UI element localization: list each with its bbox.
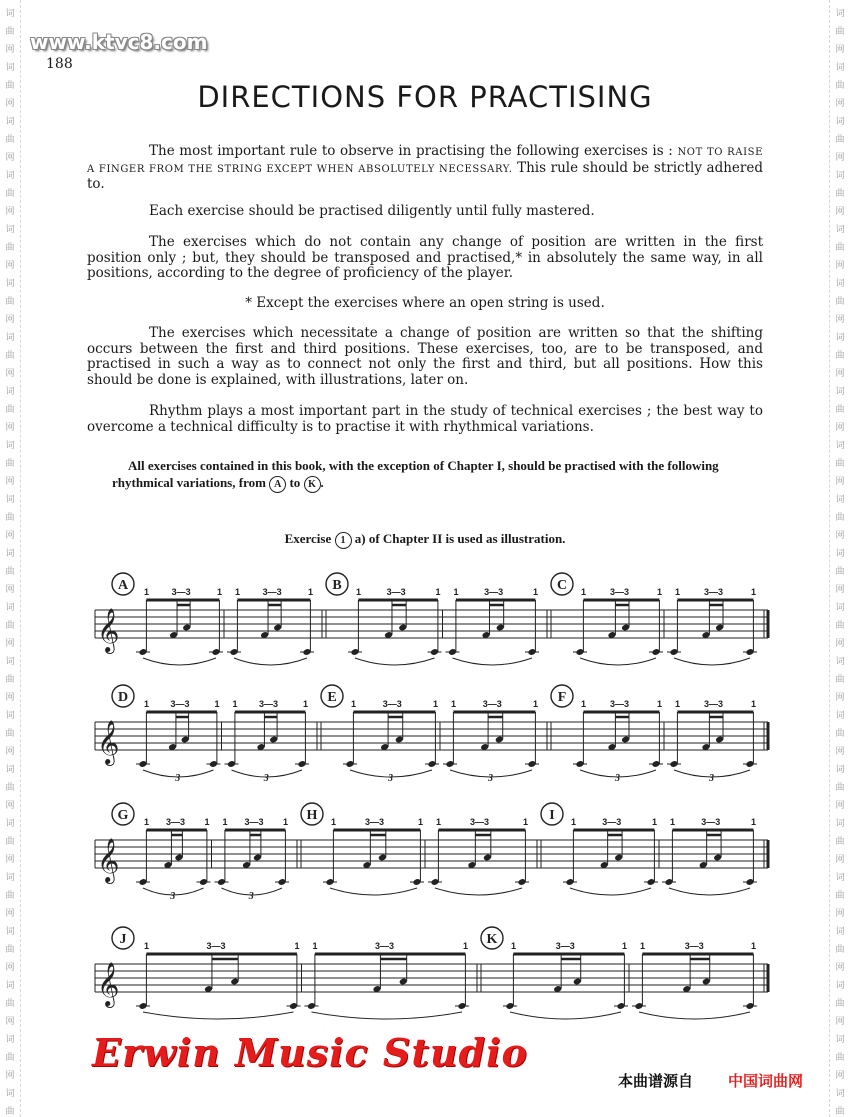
fingering-1: 1 [312,941,318,951]
strip-watermark-char: 词 [5,63,15,73]
fingering-1: 1 [451,699,457,709]
strip-watermark-char: 网 [5,45,15,55]
fingering-1: 1 [463,941,469,951]
variation-letter: E [327,690,337,705]
strip-watermark-char: 词 [5,819,15,829]
site-watermark: www.ktvc8.com [30,30,208,54]
rhythm-note-end: . [320,475,324,490]
strip-watermark-char: 曲 [5,1053,15,1063]
strip-watermark-char: 词 [835,9,845,19]
fingering-1: 1 [418,817,424,827]
page-number: 188 [46,56,73,72]
fingering-1: 1 [670,817,676,827]
fingering-3-3: 3—3 [704,587,724,597]
strip-watermark-char: 曲 [5,81,15,91]
fingering-3-3: 3—3 [684,941,704,951]
first-position-text: The exercises which do not contain any change of position are written in the first position only ; but, they should be transposed and practised,* in absolutely the same way, in all positions, according to the degree of proficiency of the player. [87,234,763,281]
fingering-1: 1 [581,587,587,597]
strip-watermark-char: 词 [5,117,15,127]
strip-watermark-char: 曲 [5,351,15,361]
variation-letter: A [117,578,129,593]
footnote: * Except the exercises where an open string is used. [245,295,605,311]
shifting-text: The exercises which necessitate a change of position are written so that the shifting occurs between the first and third positions. These exercises, too, are to be transposed, and practised in such a way as to connect not only the first and third, but all positions. How this should be done is explained, with illustrations, later on. [87,325,763,388]
paragraph-shifting [87,326,763,388]
variation-letter: C [556,578,568,593]
rule-end: This rule should be strictly adhered to. [87,159,763,192]
variation-letter: F [557,690,567,705]
fingering-3-3: 3—3 [206,941,226,951]
strip-watermark-char: 网 [5,1071,15,1081]
strip-watermark-char: 曲 [835,621,845,631]
strip-watermark-char: 词 [835,765,845,775]
slur [355,658,435,665]
fingering-1: 1 [435,587,441,597]
fingering-1: 1 [356,587,362,597]
fingering-3-3: 3—3 [364,817,384,827]
strip-watermark-char: 网 [5,1017,15,1027]
page-title: DIRECTIONS FOR PRACTISING [197,80,653,114]
fingering-1: 1 [217,587,223,597]
circled-letter-from: A [269,476,286,493]
paragraph-rhythm [87,404,763,435]
strip-watermark-char: 网 [835,207,845,217]
strip-watermark-char: 曲 [5,675,15,685]
strip-watermark-char: 曲 [835,135,845,145]
fingering-1: 1 [751,587,757,597]
strip-watermark-char: 网 [5,423,15,433]
strip-watermark-char: 网 [835,423,845,433]
fingering-3-3: 3—3 [704,699,724,709]
strip-watermark-char: 曲 [835,243,845,253]
fingering-1: 1 [308,587,314,597]
strip-watermark-char: 曲 [835,189,845,199]
triplet-number: 3 [175,773,181,784]
fingering-1: 1 [214,699,220,709]
variation-letter: G [117,808,129,823]
fingering-1: 1 [657,587,663,597]
fingering-1: 1 [581,699,587,709]
strip-watermark-char: 词 [835,225,845,235]
fingering-1: 1 [303,699,309,709]
fingering-1: 1 [751,941,757,951]
strip-watermark-char: 曲 [5,27,15,37]
strip-watermark-char: 词 [5,657,15,667]
strip-watermark-char: 网 [5,585,15,595]
strip-watermark-char: 曲 [5,729,15,739]
slur [234,658,307,665]
fingering-3-3: 3—3 [259,699,279,709]
strip-watermark-char: 曲 [835,297,845,307]
fingering-1: 1 [657,699,663,709]
fingering-3-3: 3—3 [484,587,504,597]
strip-watermark-char: 网 [5,909,15,919]
slur [435,888,522,895]
strip-watermark-char: 词 [5,711,15,721]
strip-watermark-char: 网 [835,963,845,973]
strip-watermark-char: 词 [5,387,15,397]
strip-watermark-char: 曲 [835,1107,845,1117]
fingering-1: 1 [533,699,539,709]
strip-watermark-char: 网 [5,315,15,325]
fingering-3-3: 3—3 [262,587,282,597]
strip-watermark-char: 词 [835,819,845,829]
caption-before: Exercise [284,531,332,546]
fingering-1: 1 [453,587,459,597]
paragraph-mastery [87,204,763,220]
strip-watermark-char: 网 [835,99,845,109]
strip-watermark-char: 词 [835,63,845,73]
fingering-3-3: 3—3 [469,817,489,827]
strip-watermark-char: 曲 [5,567,15,577]
strip-watermark-char: 词 [835,549,845,559]
fingering-3-3: 3—3 [610,587,630,597]
fingering-1: 1 [144,941,150,951]
strip-watermark-char: 词 [5,9,15,19]
strip-watermark-char: 词 [835,441,845,451]
slur [143,1012,294,1019]
variation-letter: J [119,932,127,947]
strip-watermark-char: 网 [835,315,845,325]
rhythm-note-text: All exercises contained in this book, with the exception of Chapter I, should be practised with the following rhythmical variations, from [112,458,719,490]
fingering-1: 1 [652,817,658,827]
fingering-1: 1 [283,817,289,827]
rhythm-text: Rhythm plays a most important part in the study of technical exercises ; the best way to overcome a technical difficulty is to practise it with rhythmical variations. [87,403,763,435]
fingering-1: 1 [511,941,517,951]
strip-watermark-char: 网 [5,801,15,811]
fingering-1: 1 [232,699,238,709]
strip-watermark-char: 词 [5,873,15,883]
strip-watermark-char: 曲 [5,405,15,415]
strip-watermark-char: 网 [835,909,845,919]
strip-watermark-char: 网 [5,693,15,703]
fingering-1: 1 [294,941,300,951]
strip-watermark-char: 网 [835,45,845,55]
strip-watermark-char: 词 [835,603,845,613]
strip-watermark-char: 曲 [5,621,15,631]
strip-watermark-char: 曲 [5,243,15,253]
fingering-1: 1 [751,817,757,827]
variation-letter: I [549,808,555,823]
strip-watermark-char: 网 [5,963,15,973]
strip-watermark-char: 网 [5,261,15,271]
strip-watermark-char: 曲 [5,837,15,847]
circled-letter-to: K [304,476,321,493]
strip-watermark-char: 曲 [5,1107,15,1117]
strip-watermark-char: 词 [835,333,845,343]
strip-watermark-char: 曲 [5,297,15,307]
strip-watermark-char: 网 [835,1017,845,1027]
fingering-1: 1 [571,817,577,827]
strip-watermark-char: 曲 [835,675,845,685]
strip-watermark-char: 网 [5,207,15,217]
strip-watermark-char: 词 [835,1089,845,1099]
slur [510,1012,621,1019]
strip-watermark-char: 曲 [5,189,15,199]
strip-watermark-char: 网 [835,261,845,271]
fingering-1: 1 [675,699,681,709]
strip-watermark-char: 网 [835,855,845,865]
strip-watermark-char: 词 [5,333,15,343]
triplet-number: 3 [615,773,620,784]
fingering-3-3: 3—3 [170,699,190,709]
caption-after: a) of Chapter II is used as illustration. [354,531,566,546]
footer-source-label: 本曲谱源自 [618,1072,694,1090]
slur [580,658,656,665]
strip-watermark-char: 曲 [835,945,845,955]
fingering-1: 1 [523,817,529,827]
variation-letter: B [332,578,342,593]
triplet-number: 3 [263,773,269,784]
strip-watermark-char: 曲 [835,405,845,415]
slur [674,658,750,665]
mastery-text: Each exercise should be practised diligently until fully mastered. [149,203,595,219]
strip-watermark-char: 网 [835,747,845,757]
strip-watermark-char: 网 [5,855,15,865]
fingering-3-3: 3—3 [382,699,402,709]
fingering-3-3: 3—3 [375,941,395,951]
strip-watermark-char: 词 [835,117,845,127]
studio-signature: Erwin Music Studio [92,1030,528,1075]
strip-watermark-char: 曲 [835,81,845,91]
strip-watermark-char: 网 [5,153,15,163]
strip-watermark-char: 曲 [835,999,845,1009]
treble-clef: 𝄞 [97,720,120,764]
rule-intro: The most important rule to observe in practising the following exercises is : [149,143,678,159]
slur [143,658,216,665]
strip-watermark-char: 网 [835,1071,845,1081]
strip-watermark-char: 网 [835,639,845,649]
fingering-3-3: 3—3 [166,817,186,827]
fingering-1: 1 [351,699,357,709]
triplet-number: 3 [248,891,254,902]
strip-watermark-char: 网 [835,801,845,811]
strip-watermark-char: 词 [5,981,15,991]
fingering-3-3: 3—3 [386,587,406,597]
strip-watermark-char: 词 [835,873,845,883]
strip-watermark-char: 词 [835,981,845,991]
strip-watermark-char: 曲 [835,27,845,37]
rhythm-note-to: to [289,475,301,490]
strip-watermark-char: 词 [835,927,845,937]
strip-watermark-char: 网 [5,477,15,487]
strip-watermark-char: 曲 [5,783,15,793]
fingering-1: 1 [622,941,628,951]
fingering-1: 1 [144,699,150,709]
strip-watermark-char: 网 [835,477,845,487]
fingering-1: 1 [640,941,646,951]
variation-letter: H [306,808,318,823]
strip-watermark-char: 网 [5,639,15,649]
strip-watermark-char: 曲 [5,945,15,955]
strip-watermark-char: 词 [5,1089,15,1099]
fingering-3-3: 3—3 [602,817,622,827]
fingering-1: 1 [204,817,210,827]
rhythm-variations-note [112,457,724,493]
slur [453,658,533,665]
paragraph-first-position [87,235,763,282]
strip-watermark-char: 曲 [835,513,845,523]
illustration-caption [0,531,850,549]
fingering-1: 1 [533,587,539,597]
strip-watermark-char: 曲 [835,459,845,469]
variation-letter: K [486,932,498,947]
fingering-3-3: 3—3 [555,941,575,951]
strip-watermark-char: 网 [835,153,845,163]
strip-watermark-char: 词 [835,1035,845,1045]
strip-watermark-char: 词 [5,279,15,289]
strip-watermark-char: 词 [5,495,15,505]
strip-watermark-char: 网 [835,531,845,541]
slur [669,888,750,895]
strip-watermark-char: 词 [835,387,845,397]
strip-watermark-char: 网 [835,369,845,379]
strip-watermark-char: 曲 [835,351,845,361]
slur [330,888,417,895]
triplet-number: 3 [170,891,176,902]
fingering-3-3: 3—3 [610,699,630,709]
strip-watermark-char: 词 [5,225,15,235]
fingering-1: 1 [433,699,439,709]
fingering-3-3: 3—3 [244,817,264,827]
circled-exercise-number: 1 [335,532,352,549]
strip-watermark-char: 词 [835,657,845,667]
strip-watermark-char: 网 [5,99,15,109]
footer-site-name: 中国词曲网 [728,1072,804,1090]
strip-watermark-char: 曲 [835,837,845,847]
fingering-1: 1 [331,817,337,827]
strip-watermark-char: 词 [835,171,845,181]
strip-watermark-char: 词 [5,441,15,451]
strip-watermark-char: 曲 [5,891,15,901]
treble-clef: 𝄞 [97,608,120,652]
fingering-3-3: 3—3 [171,587,191,597]
triplet-number: 3 [709,773,714,784]
rule-caps: NOT TO RAISE A FINGER FROM THE STRING EXCEPT WHEN ABSOLUTELY NECESSARY. [87,147,763,175]
fingering-3-3: 3—3 [701,817,721,827]
paragraph-rule [87,144,763,193]
fingering-1: 1 [751,699,757,709]
strip-watermark-char: 曲 [5,459,15,469]
triplet-number: 3 [488,773,493,784]
strip-watermark-char: 曲 [835,567,845,577]
strip-watermark-char: 曲 [5,999,15,1009]
strip-watermark-char: 词 [835,711,845,721]
treble-clef: 𝄞 [97,838,120,882]
fingering-1: 1 [235,587,241,597]
strip-watermark-char: 词 [5,171,15,181]
strip-watermark-char: 词 [5,765,15,775]
slur [312,1012,463,1019]
strip-watermark-char: 网 [835,585,845,595]
slur [639,1012,750,1019]
strip-watermark-char: 曲 [5,135,15,145]
strip-watermark-char: 词 [5,927,15,937]
strip-watermark-char: 网 [5,747,15,757]
fingering-1: 1 [675,587,681,597]
strip-watermark-char: 曲 [835,891,845,901]
strip-watermark-char: 曲 [835,783,845,793]
strip-watermark-char: 词 [5,603,15,613]
slur [570,888,651,895]
strip-watermark-char: 网 [835,693,845,703]
fingering-3-3: 3—3 [482,699,502,709]
strip-watermark-char: 曲 [835,1053,845,1063]
strip-watermark-char: 曲 [5,513,15,523]
triplet-number: 3 [388,773,393,784]
strip-watermark-char: 词 [5,1035,15,1045]
strip-watermark-char: 词 [835,495,845,505]
variation-letter: D [117,690,129,705]
rhythmic-variations-score [0,560,850,1030]
strip-watermark-char: 曲 [835,729,845,739]
fingering-1: 1 [222,817,228,827]
strip-watermark-char: 网 [5,369,15,379]
fingering-1: 1 [436,817,442,827]
treble-clef: 𝄞 [97,962,120,1006]
fingering-1: 1 [144,587,150,597]
strip-watermark-char: 网 [5,531,15,541]
strip-watermark-char: 词 [835,279,845,289]
strip-watermark-char: 词 [5,549,15,559]
fingering-1: 1 [144,817,150,827]
